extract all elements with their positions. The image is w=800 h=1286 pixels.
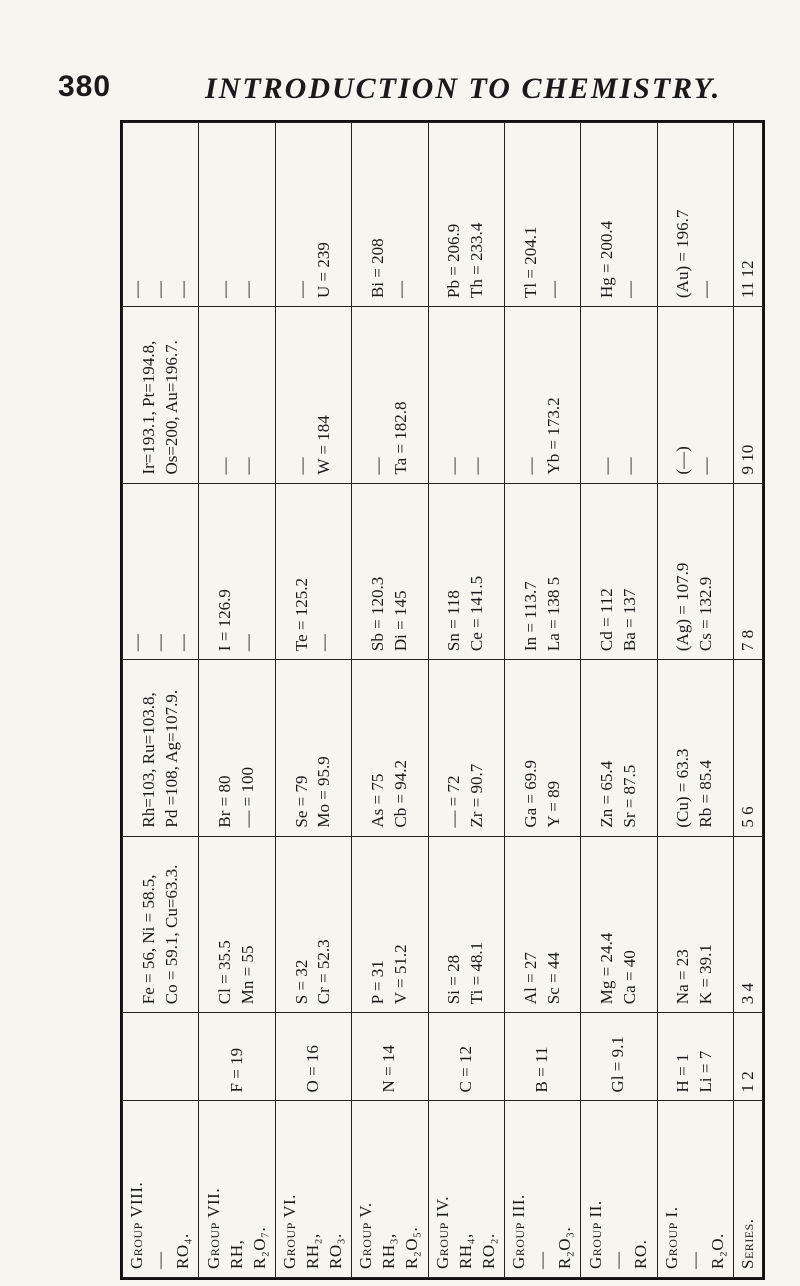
element-entry: Mn = 55 [238,945,258,1005]
group-row [275,123,351,1278]
element-entry: (Ag) = 107.9 [673,562,693,652]
element-entry: Zr = 90.7 [467,763,487,828]
element-entry: Pd =108, Ag=107.9. [161,689,181,828]
group-oxide: RO₂. [478,1233,498,1269]
element-cell [123,483,199,660]
element-entry: V = 51.2 [390,944,410,1005]
group-oxide: R₂O₅. [402,1226,422,1269]
element-entry: Rb = 85.4 [696,759,716,828]
element-cell [428,307,504,484]
element-entry: — [238,281,258,298]
element-entry: O = 16 [302,1045,322,1093]
element-cell [199,1013,275,1101]
series-number: 3 4 [734,836,763,1013]
group-header [581,1101,657,1278]
element-cell [581,1013,657,1101]
element-entry: Hg = 200.4 [597,220,616,298]
element-entry: — [173,634,193,652]
element-entry: Cd = 112 [597,588,616,652]
element-entry: Ba = 137 [619,588,639,652]
group-title: Group IV. [432,1195,452,1269]
element-cell [428,1013,504,1101]
element-entry: Sc = 44 [543,952,563,1005]
element-cell [657,483,733,660]
element-cell [123,836,199,1013]
element-entry: B = 11 [532,1046,552,1093]
element-cell [352,307,428,484]
element-entry: Yb = 173.2 [543,397,563,475]
group-header [504,1101,580,1278]
group-row [352,123,428,1278]
element-cell [352,660,428,837]
element-entry: Cl = 35.5 [215,940,235,1005]
element-cell [275,1013,351,1101]
group-title: Group I. [661,1206,681,1269]
series-number: 5 6 [734,660,763,837]
group-header [657,1101,733,1278]
group-row [199,123,275,1278]
group-row [123,123,199,1278]
group-title: Group VI. [280,1194,300,1269]
group-header [123,1101,199,1278]
group-title: Group III. [509,1194,529,1269]
element-entry: Ga = 69.9 [520,759,540,828]
element-entry: Fe = 56, Ni = 58.5, [138,874,158,1005]
element-entry: — [291,457,311,475]
series-number: 9 10 [734,307,763,484]
element-cell [428,483,504,660]
element-entry: Li = 7 [696,1050,716,1093]
page-number: 380 [58,70,112,103]
element-entry: — [215,457,235,475]
group-hydride: — [532,1251,552,1269]
element-entry: Sb = 120.3 [367,576,387,652]
element-cell [504,836,580,1013]
element-entry: (Cu) = 63.3 [673,748,693,828]
element-entry: — [444,457,464,475]
element-entry: — [291,281,311,298]
element-entry: — [696,281,716,298]
element-entry: — [543,281,563,298]
element-entry: — [150,281,170,298]
element-entry: S = 32 [291,959,311,1005]
element-entry: In = 113.7 [520,581,540,652]
element-entry: Tl = 204.1 [520,226,540,298]
element-cell [123,660,199,837]
element-cell [275,307,351,484]
running-head: INTRODUCTION TO CHEMISTRY. [205,72,722,105]
element-entry: Cs = 132.9 [696,576,716,652]
element-entry: N = 14 [379,1045,399,1093]
element-cell [504,483,580,660]
group-row [504,123,580,1278]
group-title: Group VIII. [127,1181,147,1269]
element-entry: (—) [673,446,693,475]
element-entry: Ca = 40 [619,950,639,1005]
element-cell [352,123,428,307]
element-entry: Di = 145 [390,590,410,652]
element-cell [199,483,275,660]
group-header [275,1101,351,1278]
series-header: Series. [734,1101,763,1278]
group-oxide: RO. [631,1239,651,1269]
group-oxide: RO₃. [325,1233,345,1269]
element-entry: Cr = 52.3 [314,939,334,1005]
element-entry: Rh=103, Ru=103.8, [138,692,158,828]
element-entry: Pb = 206.9 [444,223,464,298]
group-header [428,1101,504,1278]
element-entry: — [696,457,716,475]
group-row [428,123,504,1278]
group-oxide: R₂O. [707,1233,727,1269]
element-cell [428,660,504,837]
group-hydride: — [608,1251,628,1269]
element-entry: Co = 59.1, Cu=63.3. [161,864,181,1005]
element-entry: — [390,281,410,298]
element-entry: — [619,457,639,475]
element-entry: Zn = 65.4 [597,760,616,828]
element-entry: — [467,457,487,475]
element-cell [657,836,733,1013]
group-hydride: — [684,1251,704,1269]
element-entry: H = 1 [673,1053,693,1093]
element-entry: Ir=193.1, Pt=194.8, [138,340,158,475]
element-cell [581,660,657,837]
element-cell [275,123,351,307]
element-cell [504,123,580,307]
element-entry: — [314,634,334,652]
element-cell [504,660,580,837]
group-hydride: — [150,1251,170,1269]
element-entry: Sr = 87.5 [619,764,639,828]
element-entry: Si = 28 [444,954,464,1005]
element-entry: — [127,634,147,652]
group-oxide: RO₄. [173,1233,193,1269]
element-entry: — [215,281,235,298]
element-entry: Os=200, Au=196.7. [161,340,181,475]
periodic-table-grid [122,122,763,1278]
element-entry: — [367,457,387,475]
element-entry: Mo = 95.9 [314,756,334,828]
element-entry: Y = 89 [543,780,563,828]
group-title: Group II. [585,1200,605,1269]
series-number: 1 2 [734,1013,763,1101]
element-cell [581,123,657,307]
element-entry: — [619,281,639,298]
group-oxide: R₂O₃. [555,1226,575,1269]
element-cell [581,836,657,1013]
element-entry: Gl = 9.1 [608,1036,628,1093]
element-cell [657,123,733,307]
element-cell [199,660,275,837]
element-entry: — [597,457,616,475]
element-cell [581,483,657,660]
element-entry: Se = 79 [291,775,311,828]
element-entry: Ti = 48.1 [467,941,487,1005]
series-number: 7 8 [734,483,763,660]
group-title: Group VII. [203,1187,223,1269]
element-entry: — [150,634,170,652]
element-entry: — [127,281,147,298]
group-hydride: RH₄, [455,1233,475,1269]
element-entry: — = 72 [444,775,464,828]
group-oxide: R₂O₇. [249,1226,269,1269]
element-cell [199,307,275,484]
element-cell [657,307,733,484]
element-entry: Ta = 182.8 [390,401,410,475]
element-cell [352,836,428,1013]
element-entry: W = 184 [314,415,334,475]
group-row [581,123,657,1278]
element-cell [657,1013,733,1101]
element-cell [275,660,351,837]
element-cell [504,307,580,484]
element-entry: C = 12 [455,1046,475,1093]
periodic-table [120,120,765,1280]
group-hydride: RH₃, [379,1233,399,1269]
element-entry: Ce = 141.5 [467,575,487,652]
element-cell [352,1013,428,1101]
element-cell [428,836,504,1013]
element-entry: U = 239 [314,242,334,298]
element-entry: Bi = 208 [367,238,387,298]
group-hydride: RH₂, [302,1233,322,1269]
element-entry: Sn = 118 [444,590,464,652]
element-entry: Br = 80 [215,775,235,828]
element-cell [581,307,657,484]
element-entry: — [238,634,258,652]
element-cell [199,836,275,1013]
group-header [352,1101,428,1278]
element-entry: — [238,457,258,475]
element-entry: K = 39.1 [696,944,716,1005]
element-cell [123,123,199,307]
element-entry: P = 31 [367,960,387,1005]
element-entry: Th = 233.4 [467,222,487,298]
group-header [199,1101,275,1278]
element-entry: Al = 27 [520,952,540,1005]
element-cell [428,123,504,307]
element-cell [123,1013,199,1101]
element-entry: Te = 125.2 [291,578,311,652]
element-cell [123,307,199,484]
element-cell [275,483,351,660]
element-entry: As = 75 [367,773,387,828]
group-title: Group V. [356,1202,376,1269]
element-entry: La = 138 5 [543,576,563,652]
element-cell [657,660,733,837]
element-entry: Mg = 24.4 [597,932,616,1005]
element-cell [199,123,275,307]
element-entry: — [173,281,193,298]
element-cell [352,483,428,660]
element-entry: Cb = 94.2 [390,759,410,828]
group-hydride: RH, [226,1239,246,1269]
element-cell [504,1013,580,1101]
element-entry: — [520,457,540,475]
element-entry: — = 100 [238,767,258,828]
element-cell [275,836,351,1013]
element-entry: (Au) = 196.7 [673,209,693,298]
series-number: 11 12 [734,123,763,307]
element-entry: I = 126.9 [215,589,235,652]
series-row [734,123,763,1278]
element-entry: Na = 23 [673,949,693,1005]
element-entry: F = 19 [226,1047,246,1093]
group-row [657,123,733,1278]
